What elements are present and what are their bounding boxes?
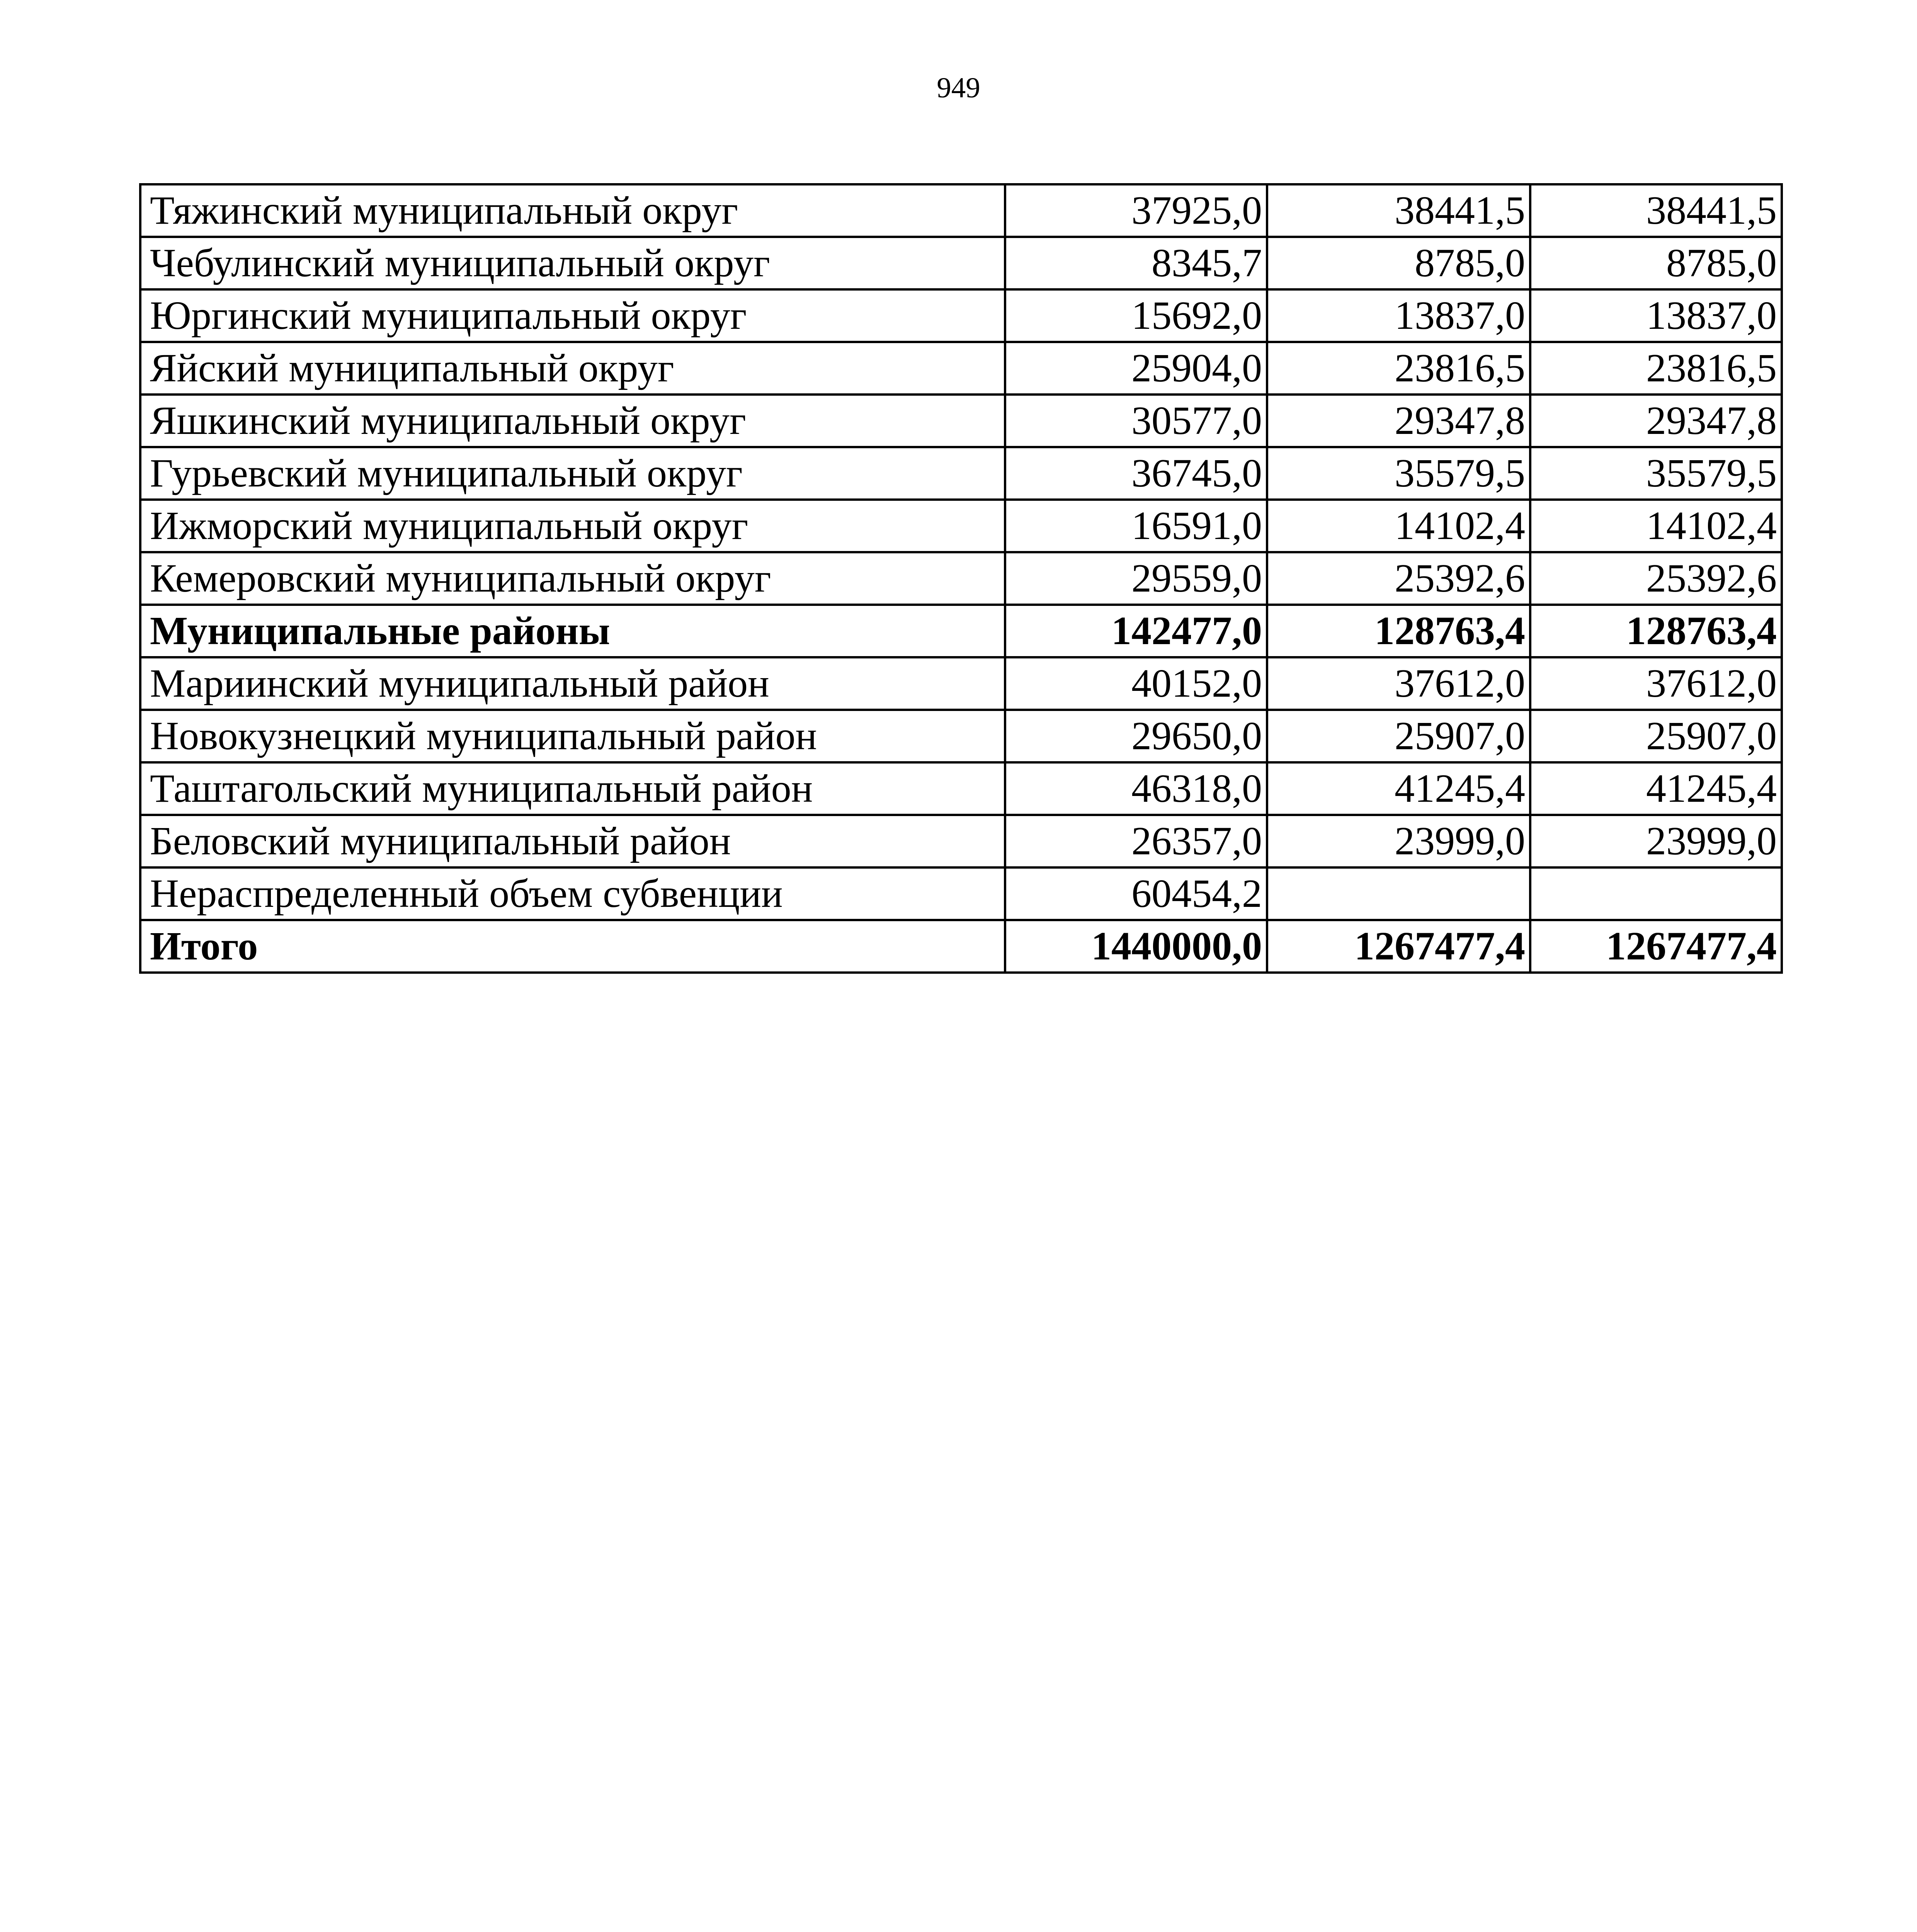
value-col-1: 30577,0 [1005,395,1267,447]
value-col-1: 40152,0 [1005,657,1267,710]
value-col-3: 8785,0 [1530,237,1782,289]
value-col-2: 41245,4 [1267,762,1530,815]
value-col-2: 35579,5 [1267,447,1530,500]
municipality-name: Ижморский муниципальный округ [140,500,1005,552]
municipality-name: Новокузнецкий муниципальный район [140,710,1005,762]
table-row [140,184,1782,237]
value-col-2: 37612,0 [1267,657,1530,710]
municipality-name: Нераспределенный объем субвенции [140,867,1005,920]
table-row [140,815,1782,867]
table-row [140,552,1782,605]
value-col-1: 36745,0 [1005,447,1267,500]
value-col-1: 25904,0 [1005,342,1267,395]
value-col-2: 13837,0 [1267,289,1530,342]
value-col-2: 29347,8 [1267,395,1530,447]
municipality-name: Яйский муниципальный округ [140,342,1005,395]
value-col-3: 37612,0 [1530,657,1782,710]
value-col-3: 25907,0 [1530,710,1782,762]
subvention-table [139,183,1783,974]
value-col-2: 14102,4 [1267,500,1530,552]
table-row [140,500,1782,552]
value-col-1: 29559,0 [1005,552,1267,605]
value-col-2: 25392,6 [1267,552,1530,605]
value-col-1: 26357,0 [1005,815,1267,867]
table-row [140,237,1782,289]
municipality-name: Яшкинский муниципальный округ [140,395,1005,447]
value-col-3: 23999,0 [1530,815,1782,867]
municipality-name: Тяжинский муниципальный округ [140,184,1005,237]
municipality-name: Беловский муниципальный район [140,815,1005,867]
value-col-1: 60454,2 [1005,867,1267,920]
table-row [140,447,1782,500]
table-row [140,710,1782,762]
value-col-1: 46318,0 [1005,762,1267,815]
value-col-1: 15692,0 [1005,289,1267,342]
value-col-3 [1530,867,1782,920]
table-row [140,342,1782,395]
municipality-name: Гурьевский муниципальный округ [140,447,1005,500]
value-col-3: 29347,8 [1530,395,1782,447]
municipality-name: Чебулинский муниципальный округ [140,237,1005,289]
municipality-name: Юргинский муниципальный округ [140,289,1005,342]
value-col-2: 23816,5 [1267,342,1530,395]
value-col-1: 142477,0 [1005,605,1267,657]
value-col-1: 37925,0 [1005,184,1267,237]
table-row [140,762,1782,815]
value-col-3: 25392,6 [1530,552,1782,605]
subtotal-row [140,605,1782,657]
municipality-name: Кемеровский муниципальный округ [140,552,1005,605]
value-col-2: 38441,5 [1267,184,1530,237]
value-col-2: 8785,0 [1267,237,1530,289]
value-col-3: 13837,0 [1530,289,1782,342]
table-row [140,395,1782,447]
value-col-2: 23999,0 [1267,815,1530,867]
section-title: Муниципальные районы [140,605,1005,657]
value-col-3: 35579,5 [1530,447,1782,500]
page-number: 949 [937,72,980,104]
value-col-3: 128763,4 [1530,605,1782,657]
table-row [140,289,1782,342]
value-col-1: 29650,0 [1005,710,1267,762]
total-label: Итого [140,920,1005,973]
value-col-3: 1267477,4 [1530,920,1782,973]
total-row [140,920,1782,973]
value-col-3: 14102,4 [1530,500,1782,552]
value-col-1: 1440000,0 [1005,920,1267,973]
table-row [140,657,1782,710]
table-row [140,867,1782,920]
value-col-2 [1267,867,1530,920]
value-col-2: 25907,0 [1267,710,1530,762]
municipality-name: Мариинский муниципальный район [140,657,1005,710]
value-col-2: 128763,4 [1267,605,1530,657]
value-col-1: 8345,7 [1005,237,1267,289]
value-col-3: 23816,5 [1530,342,1782,395]
value-col-1: 16591,0 [1005,500,1267,552]
value-col-3: 41245,4 [1530,762,1782,815]
municipality-name: Таштагольский муниципальный район [140,762,1005,815]
value-col-2: 1267477,4 [1267,920,1530,973]
value-col-3: 38441,5 [1530,184,1782,237]
